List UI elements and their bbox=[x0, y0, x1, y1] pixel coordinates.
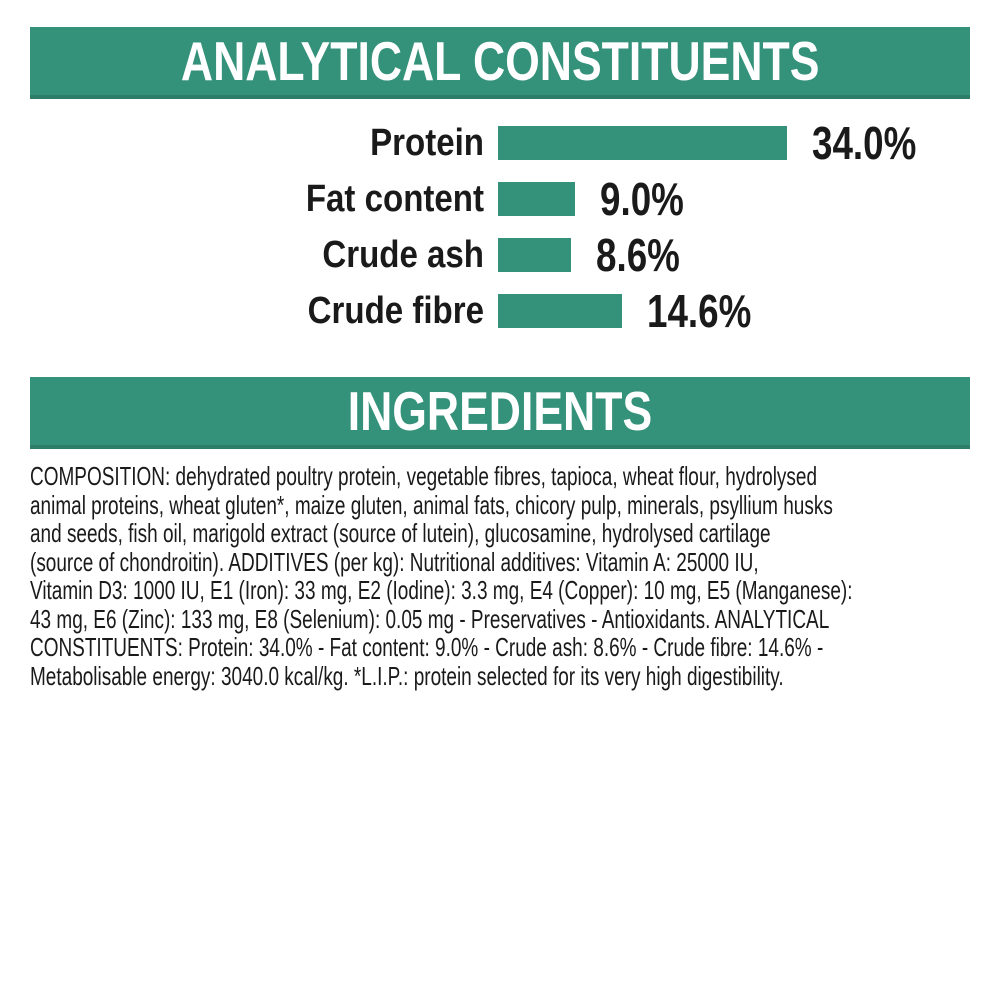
composition-line: animal proteins, wheat gluten*, maize gluten, animal fats, chicory pulp, minerals, psyllium husks bbox=[30, 489, 833, 520]
chart-row-crude-fibre bbox=[0, 283, 1000, 339]
constituent-value-crude-ash: 8.6% bbox=[596, 229, 680, 281]
composition-line: COMPOSITION: dehydrated poultry protein, vegetable fibres, tapioca, wheat flour, hydrolysed bbox=[30, 461, 818, 491]
composition-line: Metabolisable energy: 3040.0 kcal/kg. *L.I.P.: protein selected for its very high digestibility. bbox=[30, 660, 784, 691]
constituent-bar-crude-fibre bbox=[498, 294, 622, 328]
chart-row-protein bbox=[0, 115, 1000, 171]
constituent-label-crude-ash: Crude ash bbox=[322, 233, 484, 276]
constituent-bar-fat-content bbox=[498, 182, 575, 216]
analytical-constituents-header bbox=[30, 27, 970, 99]
constituent-label-crude-fibre: Crude fibre bbox=[307, 289, 484, 332]
composition-line: 43 mg, E6 (Zinc): 133 mg, E8 (Selenium): 0.05 mg - Preservatives - Antioxidants. ANALYTICAL bbox=[30, 603, 830, 634]
constituent-value-protein: 34.0% bbox=[812, 117, 917, 169]
constituent-bar-protein bbox=[498, 126, 787, 160]
constituent-label-fat-content: Fat content bbox=[305, 177, 484, 220]
constituents-bar-chart bbox=[0, 115, 1000, 339]
composition-line: CONSTITUENTS: Protein: 34.0% - Fat content: 9.0% - Crude ash: 8.6% - Crude fibre: 14.6% - bbox=[30, 632, 824, 662]
chart-row-crude-ash bbox=[0, 227, 1000, 283]
composition-line: Vitamin D3: 1000 IU, E1 (Iron): 33 mg, E2 (Iodine): 3.3 mg, E4 (Copper): 10 mg, E5 (Manganese): bbox=[30, 575, 853, 605]
constituent-label-protein: Protein bbox=[370, 121, 484, 164]
chart-row-fat-content bbox=[0, 171, 1000, 227]
constituent-value-crude-fibre: 14.6% bbox=[647, 285, 752, 337]
ingredients-title: INGREDIENTS bbox=[347, 380, 653, 442]
constituent-value-fat-content: 9.0% bbox=[599, 173, 684, 225]
analytical-constituents-title: ANALYTICAL CONSTITUENTS bbox=[180, 30, 820, 92]
ingredients-header bbox=[30, 377, 970, 449]
composition-text-block bbox=[30, 462, 972, 690]
composition-line: (source of chondroitin). ADDITIVES (per kg): Nutritional additives: Vitamin A: 25000 IU, bbox=[30, 546, 759, 577]
composition-line: and seeds, fish oil, marigold extract (source of lutein), glucosamine, hydrolysed cartilage bbox=[30, 518, 771, 548]
constituent-bar-crude-ash bbox=[498, 238, 571, 272]
